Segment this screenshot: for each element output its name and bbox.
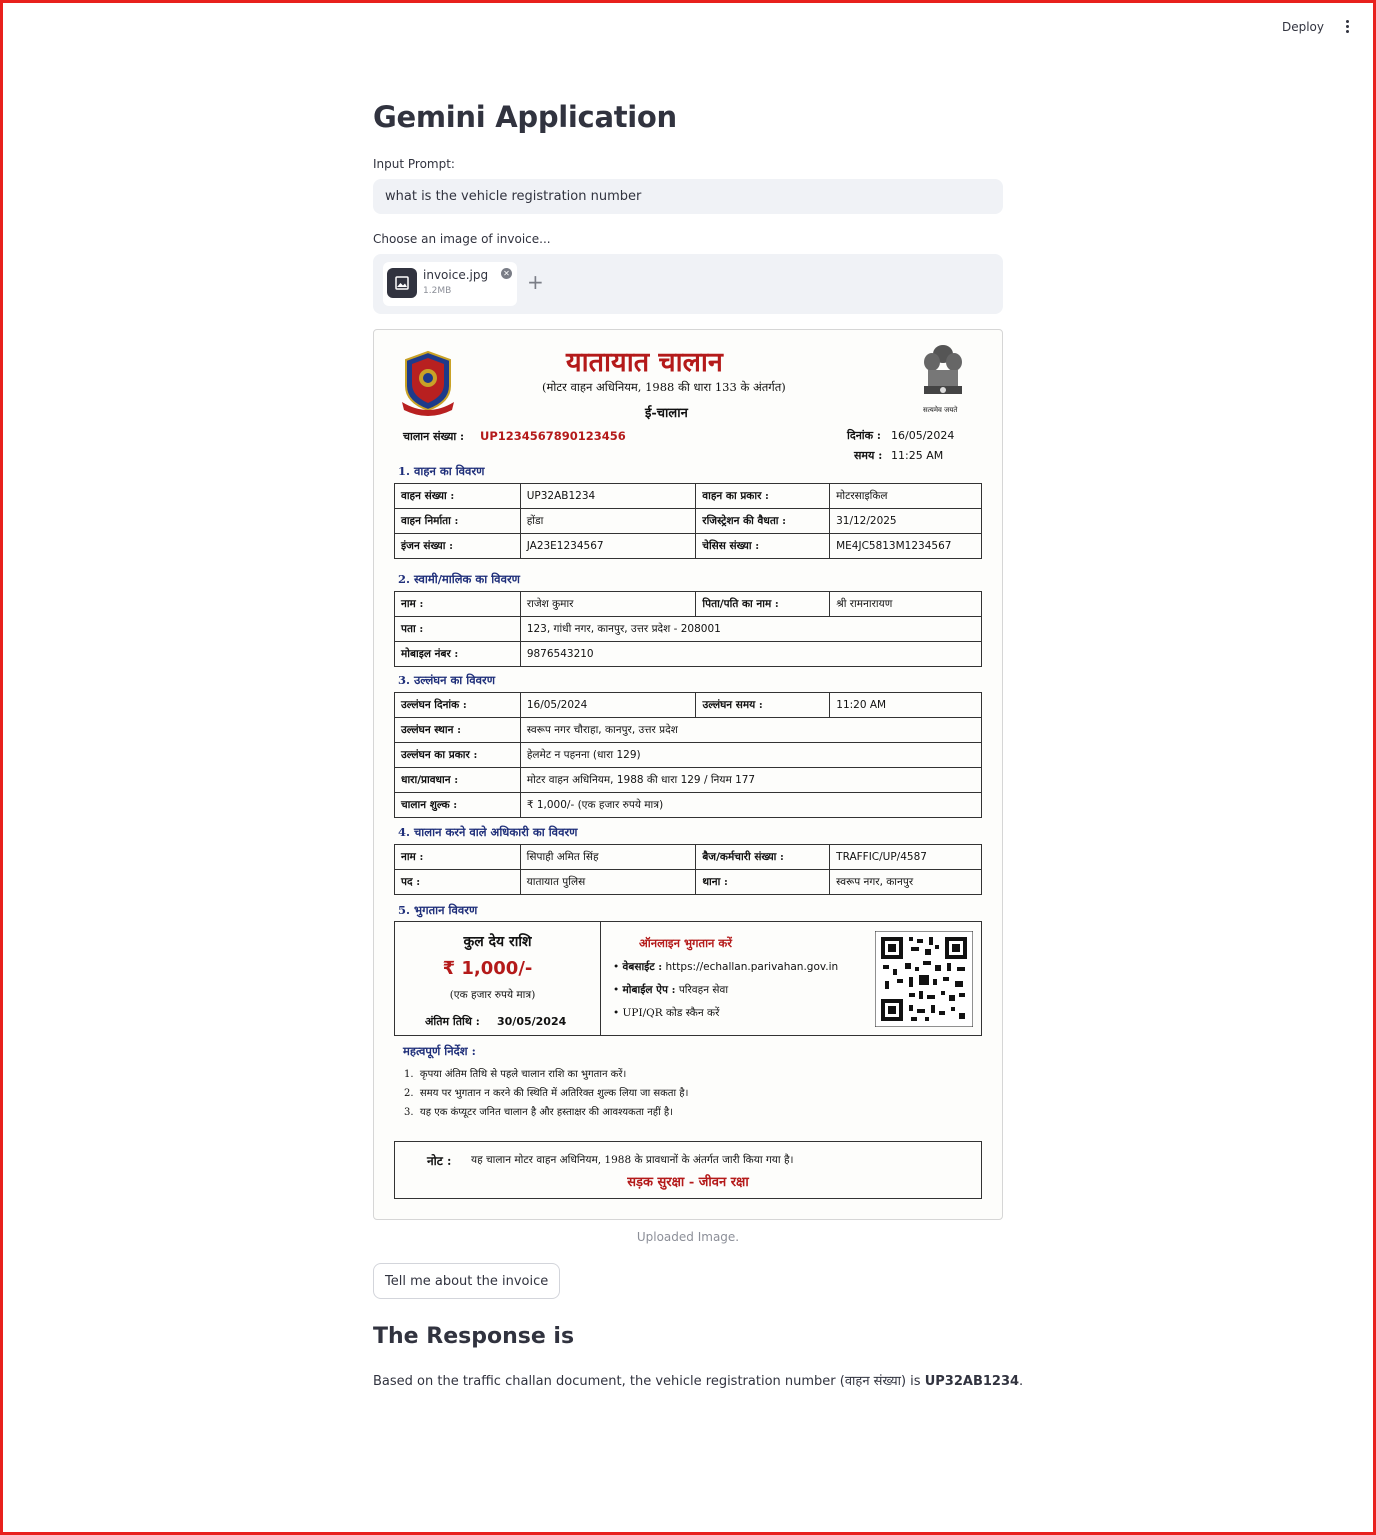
time-label: समय : [854,449,883,462]
image-file-icon [387,268,417,298]
challan-title: यातायात चालान [566,347,723,378]
website-url: https://echallan.parivahan.gov.in [665,961,839,973]
table-cell: मोटरसाइकिल [830,484,982,509]
instruction-item: 1. कृपया अंतिम तिथि से पहले चालान राशि का भुगतान करें। [404,1069,627,1080]
uploaded-file-chip [383,262,517,306]
vehicle-table [394,483,982,559]
upi-line: • UPI/QR कोड स्कैन करें [613,1007,720,1019]
table-cell: मोटर वाहन अधिनियम, 1988 की धारा 129 / नियम 177 [520,768,981,793]
upi-text: UPI/QR कोड स्कैन करें [622,1007,720,1019]
table-cell: पद : [395,870,521,895]
close-icon[interactable]: ✕ [501,268,512,279]
state-emblem-icon [916,340,970,408]
challan-no-label: चालान संख्या : [403,430,465,443]
response-text-prefix: Based on the traffic challan document, the vehicle registration number (वाहन संख्या) is [373,1374,925,1389]
section-officer-heading: 4. चालान करने वाले अधिकारी का विवरण [398,825,578,839]
table-cell: JA23E1234567 [520,534,696,559]
table-cell: बैज/कर्मचारी संख्या : [696,845,830,870]
challan-subtitle: (मोटर वाहन अधिनियम, 1988 की धारा 133 के अंतर्गत) [542,380,786,394]
table-cell: 9876543210 [520,642,981,667]
payment-box [394,921,982,1036]
file-name: invoice.jpg [423,268,489,282]
instruction-text: कृपया अंतिम तिथि से पहले चालान राशि का भुगतान करें। [419,1069,627,1080]
table-row [395,617,982,642]
instruction-item: 3. यह एक कंप्यूटर जनित चालान है और हस्ताक्षर की आवश्यकता नहीं है। [404,1107,673,1118]
table-cell: उल्लंघन समय : [696,693,830,718]
table-cell: थाना : [696,870,830,895]
table-row [395,743,982,768]
qr-code-icon [875,931,973,1027]
note-box [394,1141,982,1199]
due-label: अंतिम तिथि : [425,1015,480,1028]
instruction-text: यह एक कंप्यूटर जनित चालान है और हस्ताक्षर की आवश्यकता नहीं है। [419,1107,673,1118]
police-badge-icon [396,348,460,416]
table-cell: रजिस्ट्रेशन की वैधता : [696,509,830,534]
table-cell: सिपाही अमित सिंह [520,845,696,870]
total-label: कुल देय राशि [463,934,532,950]
table-cell: धारा/प्रावधान : [395,768,521,793]
instruction-item: 2. समय पर भुगतान न करने की स्थिति में अतिरिक्त शुल्क लिया जा सकता है। [404,1088,689,1099]
table-cell: पिता/पति का नाम : [696,592,830,617]
table-row [395,642,982,667]
response-heading: The Response is [373,1324,575,1349]
table-row [395,718,982,743]
table-cell: श्री रामनारायण [830,592,982,617]
officer-table [394,844,982,895]
table-cell: चेसिस संख्या : [696,534,830,559]
website-label: वेबसाईट : [622,961,663,973]
instructions-title: महत्वपूर्ण निर्देश : [403,1044,476,1058]
note-text: यह चालान मोटर वाहन अधिनियम, 1988 के प्रावधानों के अंतर्गत जारी किया गया है। [471,1154,794,1166]
table-cell: होंडा [520,509,696,534]
table-cell: उल्लंघन का प्रकार : [395,743,521,768]
violation-table [394,692,982,818]
table-cell: 16/05/2024 [520,693,696,718]
file-uploader[interactable] [373,254,1003,314]
emblem-caption: सत्यमेव जयते [923,406,958,414]
app-label: मोबाईल ऐप : [622,984,676,996]
section-payment-heading: 5. भुगतान विवरण [398,903,478,917]
plus-icon[interactable]: + [527,270,544,294]
vehicle-reg-no: UP32AB1234 [520,484,696,509]
table-cell: राजेश कुमार [520,592,696,617]
date-label: दिनांक : [847,429,881,442]
table-cell: स्वरूप नगर चौराहा, कानपुर, उत्तर प्रदेश [520,718,981,743]
table-cell: नाम : [395,592,521,617]
table-cell: पता : [395,617,521,642]
table-row [395,534,982,559]
uploader-label: Choose an image of invoice... [373,232,551,246]
note-label: नोट : [427,1154,452,1168]
table-cell: वाहन संख्या : [395,484,521,509]
instruction-text: समय पर भुगतान न करने की स्थिति में अतिरिक्त शुल्क लिया जा सकता है। [419,1088,689,1099]
table-row [395,693,982,718]
uploaded-image [373,329,1003,1220]
table-row [395,592,982,617]
section-violation-heading: 3. उल्लंघन का विवरण [398,673,496,687]
app-line: • मोबाईल ऐप : परिवहन सेवा [613,984,729,996]
due-date: 30/05/2024 [497,1015,567,1028]
table-cell: हेलमेट न पहनना (धारा 129) [520,743,981,768]
image-caption: Uploaded Image. [636,1230,740,1244]
table-row [395,870,982,895]
table-cell: 31/12/2025 [830,509,982,534]
amount-words: (एक हजार रुपये मात्र) [449,989,536,1001]
section-vehicle-heading: 1. वाहन का विवरण [398,464,485,478]
table-cell: मोबाइल नंबर : [395,642,521,667]
challan-no: UP1234567890123456 [480,429,626,443]
section-owner-heading: 2. स्वामी/मालिक का विवरण [398,572,520,586]
divider [600,922,601,1035]
table-cell: स्वरूप नगर, कानपुर [830,870,982,895]
response-highlight: UP32AB1234 [924,1374,1020,1389]
date-value: 16/05/2024 [891,429,955,442]
response-text-suffix: . [1019,1374,1024,1389]
table-cell: ME4JC5813M1234567 [830,534,982,559]
deploy-button[interactable]: Deploy [1281,20,1324,34]
response-text [373,1371,1073,1389]
table-cell: उल्लंघन दिनांक : [395,693,521,718]
slogan: सड़क सुरक्षा - जीवन रक्षा [627,1175,749,1190]
online-pay-title: ऑनलाइन भुगतान करें [639,936,732,950]
table-row [395,793,982,818]
tell-me-about-invoice-button[interactable]: Tell me about the invoice [373,1263,560,1299]
table-cell: इंजन संख्या : [395,534,521,559]
page-title: Gemini Application [373,100,677,134]
total-amount: ₹ 1,000/- [442,958,533,979]
table-row [395,845,982,870]
table-cell: 123, गांधी नगर, कानपुर, उत्तर प्रदेश - 208001 [520,617,981,642]
table-row [395,509,982,534]
table-cell: TRAFFIC/UP/4587 [830,845,982,870]
time-value: 11:25 AM [891,449,944,462]
table-row [395,484,982,509]
table-cell: उल्लंघन स्थान : [395,718,521,743]
file-size: 1.2MB [423,286,452,296]
owner-table [394,591,982,667]
challan-type: ई-चालान [645,406,688,421]
table-cell: 11:20 AM [830,693,982,718]
app-name: परिवहन सेवा [678,984,729,996]
website-line: • वेबसाईट : https://echallan.parivahan.gov.in [613,961,839,973]
table-cell: यातायात पुलिस [520,870,696,895]
table-cell: वाहन निर्माता : [395,509,521,534]
table-cell: वाहन का प्रकार : [696,484,830,509]
table-cell: नाम : [395,845,521,870]
kebab-menu-icon[interactable] [1342,18,1352,36]
table-row [395,768,982,793]
table-cell: ₹ 1,000/- (एक हजार रुपये मात्र) [520,793,981,818]
prompt-input[interactable] [373,179,1003,214]
prompt-label: Input Prompt: [373,157,455,171]
table-cell: चालान शुल्क : [395,793,521,818]
